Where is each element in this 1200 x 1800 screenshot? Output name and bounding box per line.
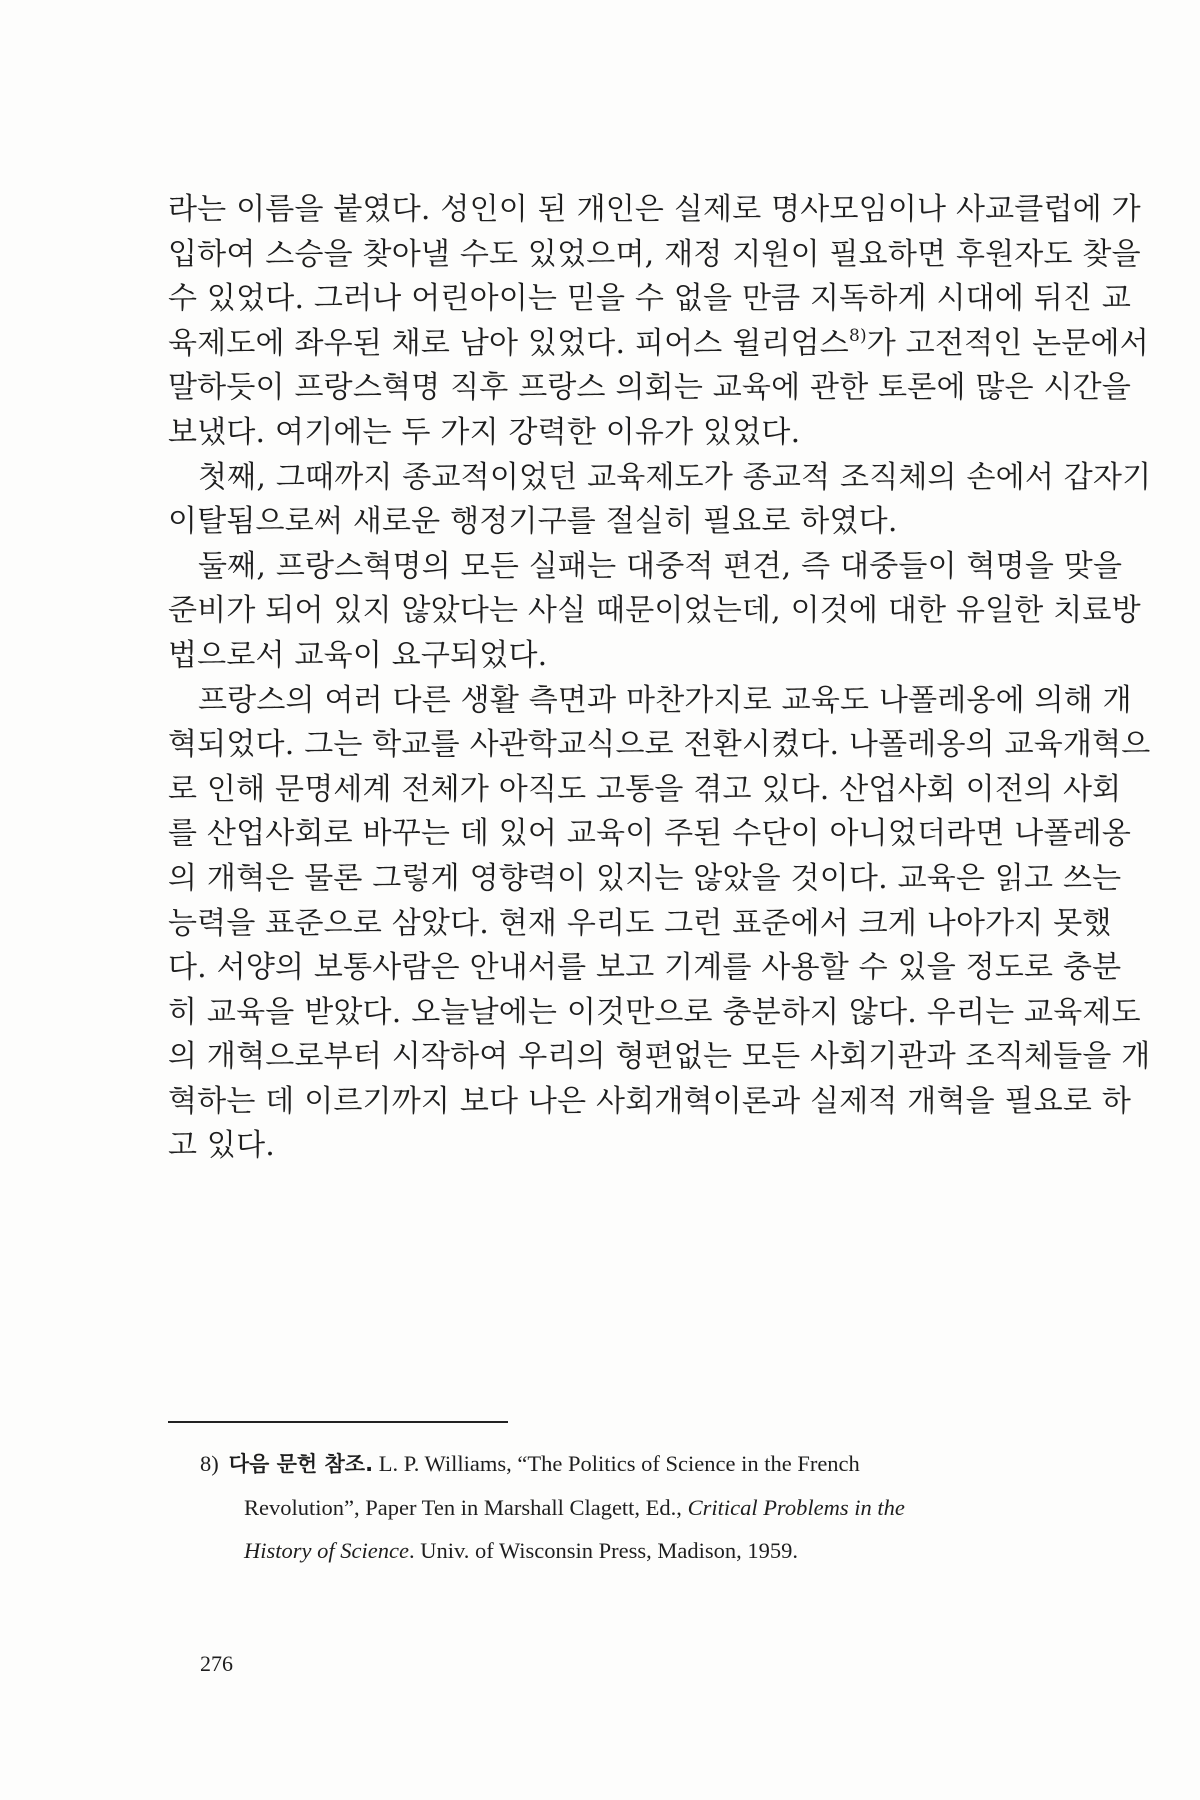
text-segment: 육제도에 좌우된 채로 남아 있었다. 피어스 윌리엄스: [168, 325, 849, 361]
body-text: [168, 188, 1152, 1169]
text-line: 다. 서양의 보통사람은 안내서를 보고 기계를 사용할 수 있을 정도로 충분: [168, 950, 1122, 986]
text-line: 이탈됨으로써 새로운 행정기구를 절실히 필요로 하였다.: [168, 504, 898, 540]
text-line-with-footnote-ref: [168, 322, 1149, 367]
text-line: 능력을 표준으로 삼았다. 현재 우리도 그런 표준에서 크게 나아가지 못했: [168, 905, 1112, 941]
text-line: 수 있었다. 그러나 어린아이는 믿을 수 없을 만큼 지독하게 시대에 뒤진 교: [168, 281, 1132, 317]
text-line: 법으로서 교육이 요구되었다.: [168, 637, 548, 673]
footnote-line-1: [200, 1442, 1030, 1486]
text-line: 를 산업사회로 바꾸는 데 있어 교육이 주된 수단이 아니었더라면 나폴레옹: [168, 816, 1132, 852]
footnote-line-3: [200, 1529, 1030, 1572]
text-line: 준비가 되어 있지 않았다는 사실 때문이었는데, 이것에 대한 유일한 치료방: [168, 593, 1141, 629]
text-line: 고 있다.: [168, 1128, 276, 1164]
text-line: 보냈다. 여기에는 두 가지 강력한 이유가 있었다.: [168, 414, 801, 450]
footnote-book-title: Critical Problems in the: [687, 1495, 905, 1520]
footnote-divider: [168, 1421, 508, 1423]
footnote-citation-text: L. P. Williams, “The Politics of Science in the French: [378, 1451, 860, 1476]
footnote: [200, 1442, 1030, 1572]
paragraph-1: [168, 188, 1149, 456]
text-line: 둘째, 프랑스혁명의 모든 실패는 대중적 편견, 즉 대중들이 혁명을 맞을: [198, 548, 1123, 584]
page-number: 276: [200, 1651, 233, 1676]
text-segment: 가 고전적인 논문에서: [866, 325, 1149, 361]
text-line: 의 개혁으로부터 시작하여 우리의 형편없는 모든 사회기관과 조직체들을 개: [168, 1039, 1151, 1075]
footnote-citation-text: . Univ. of Wisconsin Press, Madison, 1959.: [408, 1538, 799, 1563]
text-line: 프랑스의 여러 다른 생활 측면과 마찬가지로 교육도 나폴레옹에 의해 개: [198, 682, 1132, 718]
paragraph-4: [168, 679, 1151, 1170]
text-line: 히 교육을 받았다. 오늘날에는 이것만으로 충분하지 않다. 우리는 교육제도: [168, 994, 1141, 1030]
text-line: 말하듯이 프랑스혁명 직후 프랑스 의회는 교육에 관한 토론에 많은 시간을: [168, 370, 1132, 406]
footnote-book-title: History of Science: [244, 1538, 409, 1563]
text-line: 의 개혁은 물론 그렇게 영향력이 있지는 않았을 것이다. 교육은 읽고 쓰는: [168, 860, 1122, 896]
footnote-citation-text: Revolution”, Paper Ten in Marshall Clagett, Ed.,: [244, 1495, 688, 1520]
text-line: 라는 이름을 붙였다. 성인이 된 개인은 실제로 명사모임이나 사교클럽에 가: [168, 192, 1141, 227]
text-line: 혁되었다. 그는 학교를 사관학교식으로 전환시켰다. 나폴레옹의 교육개혁으: [168, 727, 1151, 763]
paragraph-2: [168, 456, 1152, 545]
text-line: 혁하는 데 이르기까지 보다 나은 사회개혁이론과 실제적 개혁을 필요로 하: [168, 1083, 1132, 1119]
footnote-korean-lead: 다음 문헌 참조.: [228, 1452, 374, 1476]
footnote-number: 8): [200, 1451, 219, 1476]
footnote-line-2: [200, 1486, 1030, 1529]
text-line: 입하여 스승을 찾아낼 수도 있었으며, 재정 지원이 필요하면 후원자도 찾을: [168, 236, 1141, 272]
paragraph-3: [168, 545, 1141, 679]
text-line: 첫째, 그때까지 종교적이었던 교육제도가 종교적 조직체의 손에서 갑자기: [198, 459, 1152, 495]
text-line: 로 인해 문명세계 전체가 아직도 고통을 겪고 있다. 산업사회 이전의 사회: [168, 771, 1122, 807]
footnote-reference[interactable]: 8): [848, 325, 867, 346]
